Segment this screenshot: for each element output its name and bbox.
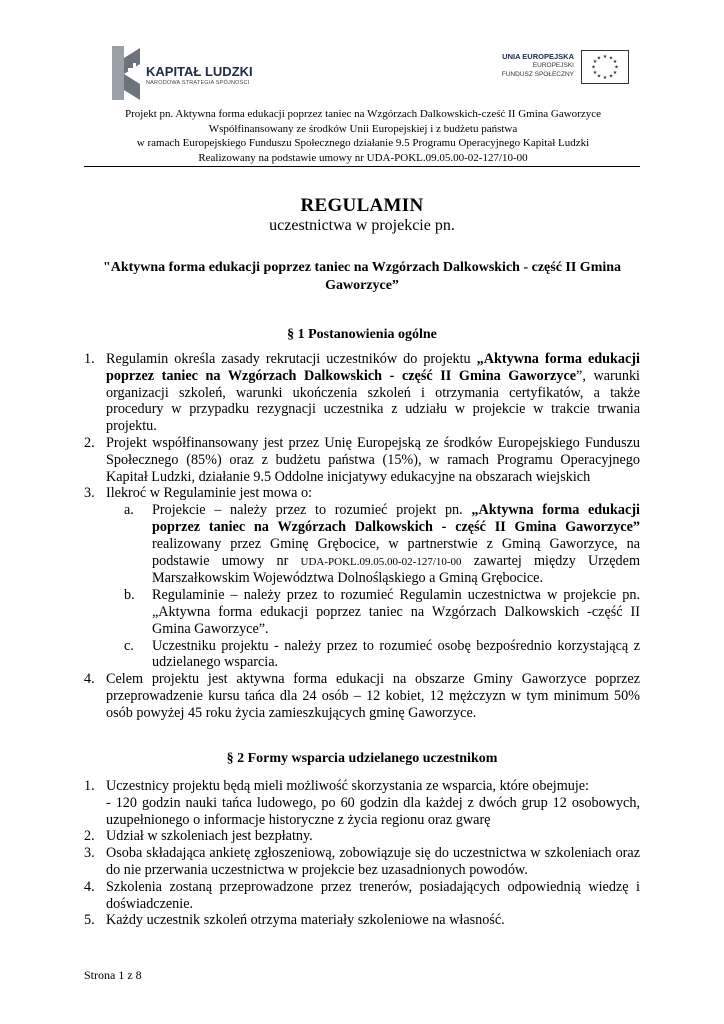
section-1-list <box>84 351 640 722</box>
contract-number: UDA-POKL.09.05.00-02-127/10-00 <box>300 555 462 568</box>
item-text: Projekt współfinansowany jest przez Unię Europejską ze środków Europejskiego Funduszu Społecznego (85%) oraz z budżetu państwa (15%), w ramach Programu Operacyjnego Kapitał Ludzki, działanie 9.5 Oddolne inicjatywy edukacyjne na obszarach wiejskich <box>106 434 640 485</box>
list-item <box>84 879 640 913</box>
eu-logo-line2: EUROPEJSKI <box>532 62 574 69</box>
sub-item-text: realizowany przez Gminę Grębocice, w partnerstwie z Gminą Gaworzyce, na podstawie umowy nr <box>152 535 640 569</box>
item-text: Regulamin określa zasady rekrutacji uczestników do projektu <box>106 351 477 367</box>
svg-text:★: ★ <box>596 55 602 62</box>
item-number: 4. <box>84 878 95 895</box>
sub-item-project-name: „Aktywna forma edukacji poprzez taniec na Wzgórzach Dalkowskich - część II Gmina Gaworzyce” <box>152 502 640 535</box>
svg-text:★: ★ <box>608 55 614 62</box>
sub-item-text: Uczestniku projektu - należy przez to rozumieć osobę bezpośrednio korzystającą z udzielanego wsparcia. <box>152 637 640 671</box>
project-header <box>80 107 646 165</box>
eu-logo-line1: UNIA EUROPEJSKA <box>502 52 574 61</box>
list-item <box>84 912 640 929</box>
item-text: Szkolenia zostaną przeprowadzone przez trenerów, posiadających odpowiednią wiedzę i doświadczenie. <box>106 878 640 912</box>
item-number: 1. <box>84 351 95 367</box>
sub-item-letter: c. <box>124 637 134 654</box>
header-line: Realizowany na podstawie umowy nr UDA-POKL.09.05.00-02-127/10-00 <box>198 151 528 164</box>
eu-logo-line3: FUNDUSZ SPOŁECZNY <box>501 71 574 78</box>
sub-item-letter: b. <box>124 587 135 604</box>
kapital-ludzki-emblem-icon <box>108 44 142 102</box>
header-line: Projekt pn. Aktywna forma edukacji poprzez taniec na Wzgórzach Dalkowskich-cześć II Gmina Gaworzyce <box>125 108 601 120</box>
list-item <box>84 435 640 485</box>
svg-text:★: ★ <box>602 54 608 60</box>
kapital-ludzki-logo <box>108 44 268 104</box>
list-item <box>84 485 640 502</box>
item-text: ”, warunki organizacji szkoleń, warunki ukończenia szkoleń i otrzymania certyfikatów, a także procedury w przypadku rezygnacji uczestnika z udziału w projekcie w trakcie trwania projektu. <box>106 367 640 435</box>
sub-item-text: Projekcie – należy przez to rozumieć projekt pn. <box>152 502 472 519</box>
page-number: Strona 1 z 8 <box>84 968 142 982</box>
project-name: "Aktywna forma edukacji poprzez taniec na Wzgórzach Dalkowskich - część II Gmina Gaworzyce” <box>102 260 622 293</box>
item-number: 3. <box>84 845 95 862</box>
sub-list-item <box>84 587 640 637</box>
header-divider <box>84 166 640 167</box>
kl-logo-tagline: NARODOWA STRATEGIA SPÓJNOŚCI <box>146 80 250 86</box>
list-item <box>84 778 640 828</box>
sub-item-letter: a. <box>124 502 134 519</box>
header-line: w ramach Europejskiego Funduszu Społecznego działanie 9.5 Programu Operacyjnego Kapitał Ludzki <box>136 137 590 149</box>
item-number: 2. <box>84 828 95 845</box>
list-item <box>84 845 640 879</box>
document-subtitle: uczestnictwa w projekcie pn. <box>269 217 455 234</box>
header-line: Współfinansowany ze środków Unii Europejskiej i z budżetu państwa <box>208 122 518 135</box>
eu-efs-logo <box>478 50 630 90</box>
svg-text:★: ★ <box>602 75 608 81</box>
svg-text:★: ★ <box>612 70 618 76</box>
item-number: 4. <box>84 671 95 688</box>
document-title: REGULAMIN <box>300 195 424 216</box>
section-2-title: § 2 Formy wsparcia udzielanego uczestnikom <box>226 751 498 766</box>
kl-logo-name: KAPITAŁ LUDZKI <box>146 64 253 79</box>
svg-text:★: ★ <box>592 70 598 76</box>
sub-item-text: Regulaminie – należy przez to rozumieć Regulamin uczestnictwa w projekcie pn. „Aktywna forma edukacji poprzez taniec na Wzgórzach Dalkowskich -część II Gmina Gaworzyce”. <box>152 587 640 637</box>
item-number: 3. <box>84 485 95 502</box>
section-2-list <box>84 778 640 929</box>
svg-text:★: ★ <box>614 64 619 71</box>
sub-list-item <box>84 638 640 672</box>
item-text: Udział w szkoleniach jest bezpłatny. <box>106 828 313 845</box>
svg-text:★: ★ <box>596 73 602 80</box>
svg-text:★: ★ <box>608 73 614 80</box>
list-item <box>84 828 640 845</box>
list-item <box>84 671 640 721</box>
item-number: 1. <box>84 778 95 794</box>
item-text: Osoba składająca ankietę zgłoszeniową, zobowiązuje się do uczestnictwa w szkoleniach oraz do nie przerwania uczestnictwa w projekcie bez uzasadnionych powodów. <box>106 845 640 878</box>
list-item <box>84 351 640 435</box>
item-project-name: „Aktywna forma edukacji poprzez taniec na Wzgórzach Dalkowskich - część II Gmina Gaworzyce <box>106 351 640 384</box>
item-text: Celem projektu jest aktywna forma edukacji na obszarze Gminy Gaworzyce poprzez przeprowadzenie kursu tańca dla 24 osób – 12 kobiet, 12 mężczyzn w tym minimum 50% osób powyżej 45 roku życia zamieszkujących gminę Gaworzyce. <box>106 671 640 721</box>
svg-text:★: ★ <box>612 59 618 65</box>
svg-text:★: ★ <box>592 59 598 65</box>
item-text: Uczestnicy projektu będą mieli możliwość skorzystania ze wsparcia, które obejmuje: <box>106 778 589 794</box>
item-number: 2. <box>84 434 95 451</box>
item-detail: - 120 godzin nauki tańca ludowego, po 60 godzin dla każdej z dwóch grup 12 osobowych, uzupełnionego o informacje historyczne z życia regionu oraz gwarę <box>106 794 640 828</box>
sub-item-text: zawartej między Urzędem Marszałkowskim Województwa Dolnośląskiego a Gminą Grębocice. <box>152 552 640 587</box>
sub-list-item <box>84 502 640 587</box>
eu-flag-icon <box>581 50 629 84</box>
item-number: 5. <box>84 912 95 929</box>
svg-text:★: ★ <box>591 64 596 71</box>
item-text: Ilekroć w Regulaminie jest mowa o: <box>106 485 313 502</box>
section-1-title: § 1 Postanowienia ogólne <box>287 327 437 342</box>
item-text: Każdy uczestnik szkoleń otrzyma materiały szkoleniowe na własność. <box>106 912 505 929</box>
